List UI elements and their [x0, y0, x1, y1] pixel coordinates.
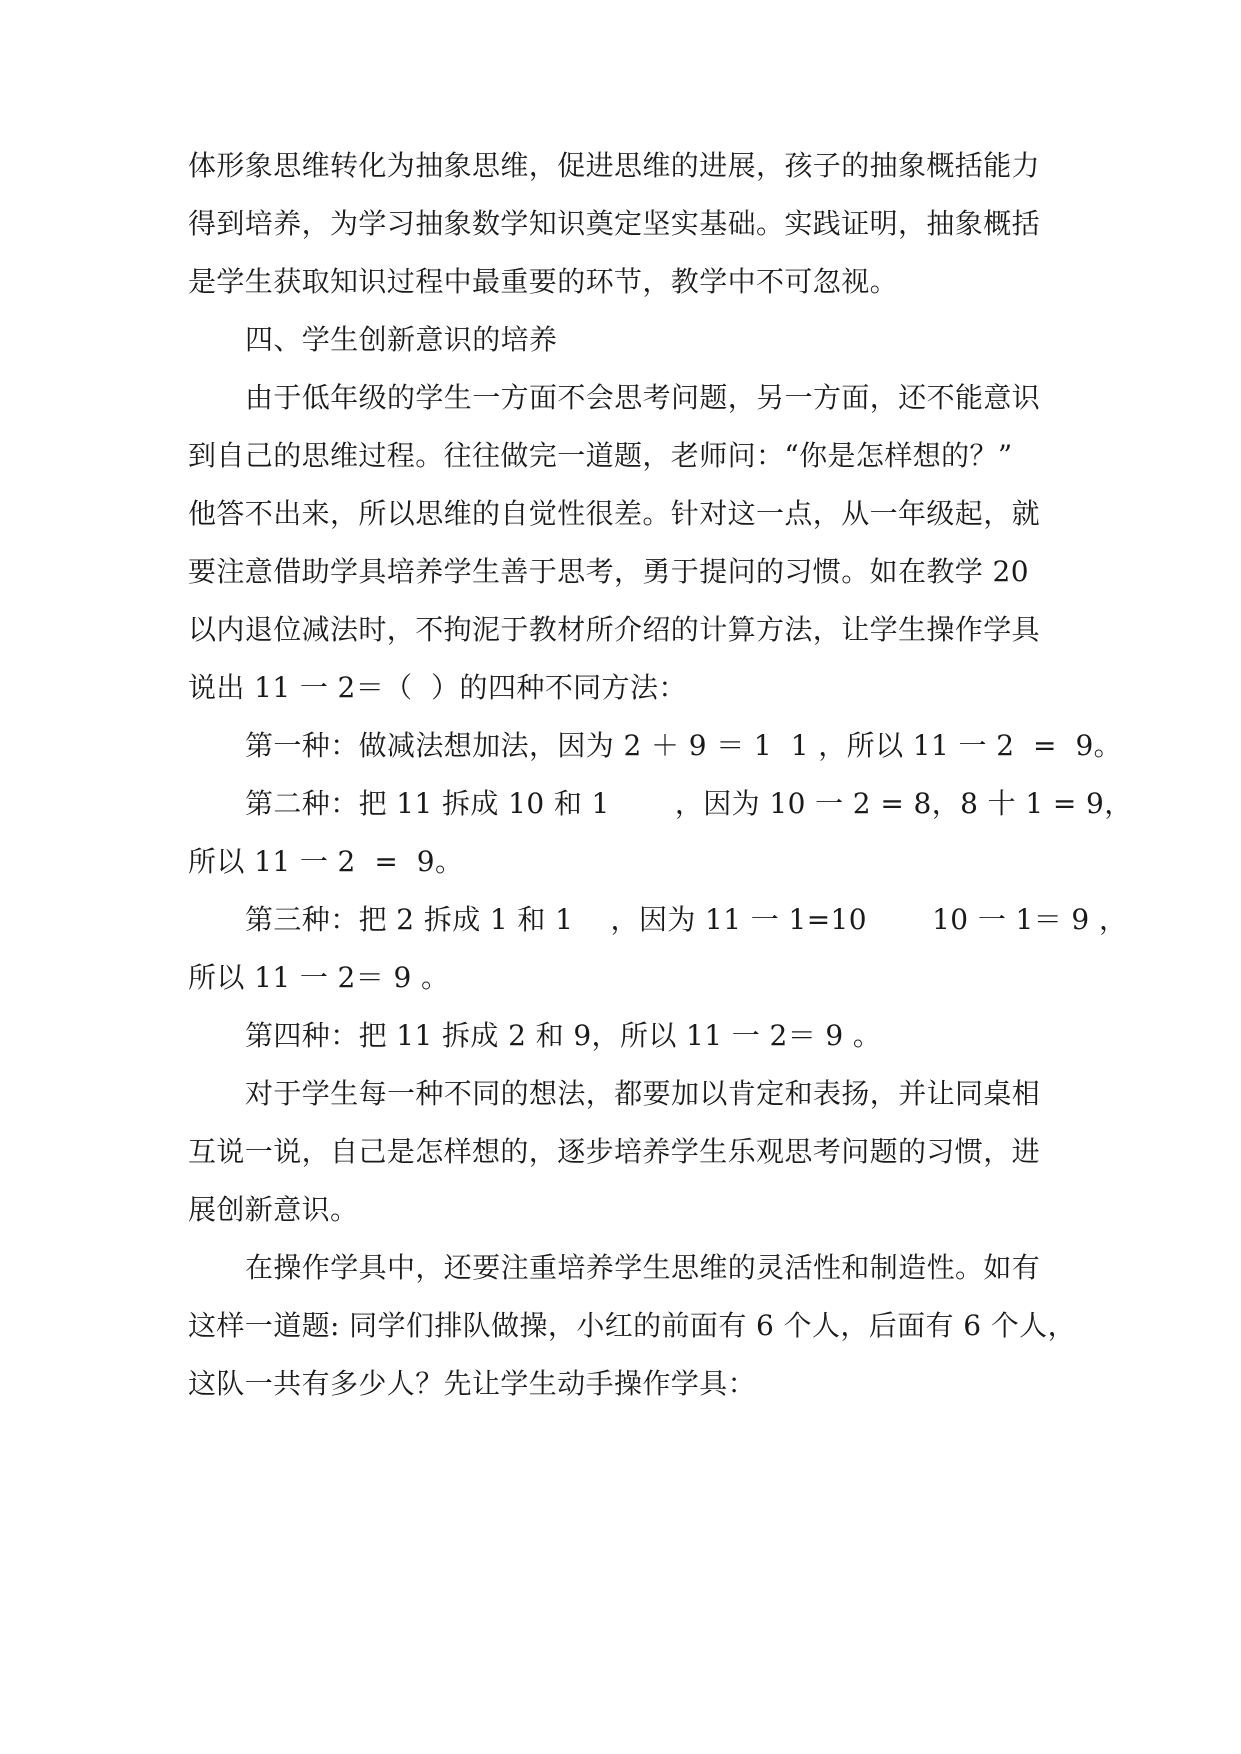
text-line: 他答不出来，所以思维的自觉性很差。针对这一点，从一年级起，就 — [188, 497, 1041, 530]
text-line: 是学生获取知识过程中最重要的环节，教学中不可忽视。 — [188, 265, 899, 298]
text-line: 对于学生每一种不同的想法，都要加以肯定和表扬，并让同桌相 — [245, 1077, 1041, 1110]
text-line: 这样一道题: 同学们排队做操，小红的前面有 6 个人，后面有 6 个人， — [188, 1309, 1076, 1342]
text-line: 这队一共有多少人？先让学生动手操作学具： — [188, 1367, 757, 1400]
text-line: 所以 11 一 2＝ 9 。 — [188, 961, 450, 994]
text-line: 展创新意识。 — [188, 1193, 359, 1226]
text-line: 以内退位减法时，不拘泥于教材所介绍的计算方法，让学生操作学具 — [188, 613, 1041, 646]
text-line: 得到培养，为学习抽象数学知识奠定坚实基础。实践证明，抽象概括 — [188, 207, 1041, 240]
text-line: 要注意借助学具培养学生善于思考，勇于提问的习惯。如在教学 20 — [188, 555, 1029, 588]
method-line: 第四种：把 11 拆成 2 和 9，所以 11 一 2＝ 9 。 — [245, 1019, 882, 1052]
text-line: 由于低年级的学生一方面不会思考问题，另一方面，还不能意识 — [245, 381, 1041, 414]
method-line: 第一种：做减法想加法，因为 2 ＋ 9 ＝ 1 1 ，所以 11 一 2 = 9。 — [245, 729, 1123, 762]
text-line: 互说一说，自己是怎样想的，逐步培养学生乐观思考问题的习惯，进 — [188, 1135, 1041, 1168]
method-line: 第二种：把 11 拆成 10 和 1 ，因为 10 一 2 = 8，8 十 1 = 9， — [245, 787, 1133, 820]
text-line: 说出 11 一 2＝（ ）的四种不同方法： — [188, 671, 687, 704]
text-line: 体形象思维转化为抽象思维，促进思维的进展，孩子的抽象概括能力 — [188, 149, 1041, 182]
text-line: 所以 11 一 2 = 9。 — [188, 845, 464, 878]
section-heading: 四、学生创新意识的培养 — [245, 323, 558, 356]
text-line: 到自己的思维过程。往往做完一道题，老师问：“你是怎样想的？” — [188, 439, 1013, 472]
text-line: 在操作学具中，还要注重培养学生思维的灵活性和制造性。如有 — [245, 1251, 1041, 1284]
method-line: 第三种：把 2 拆成 1 和 1 ，因为 11 一 1=10 10 一 1＝ 9 ， — [245, 903, 1128, 936]
